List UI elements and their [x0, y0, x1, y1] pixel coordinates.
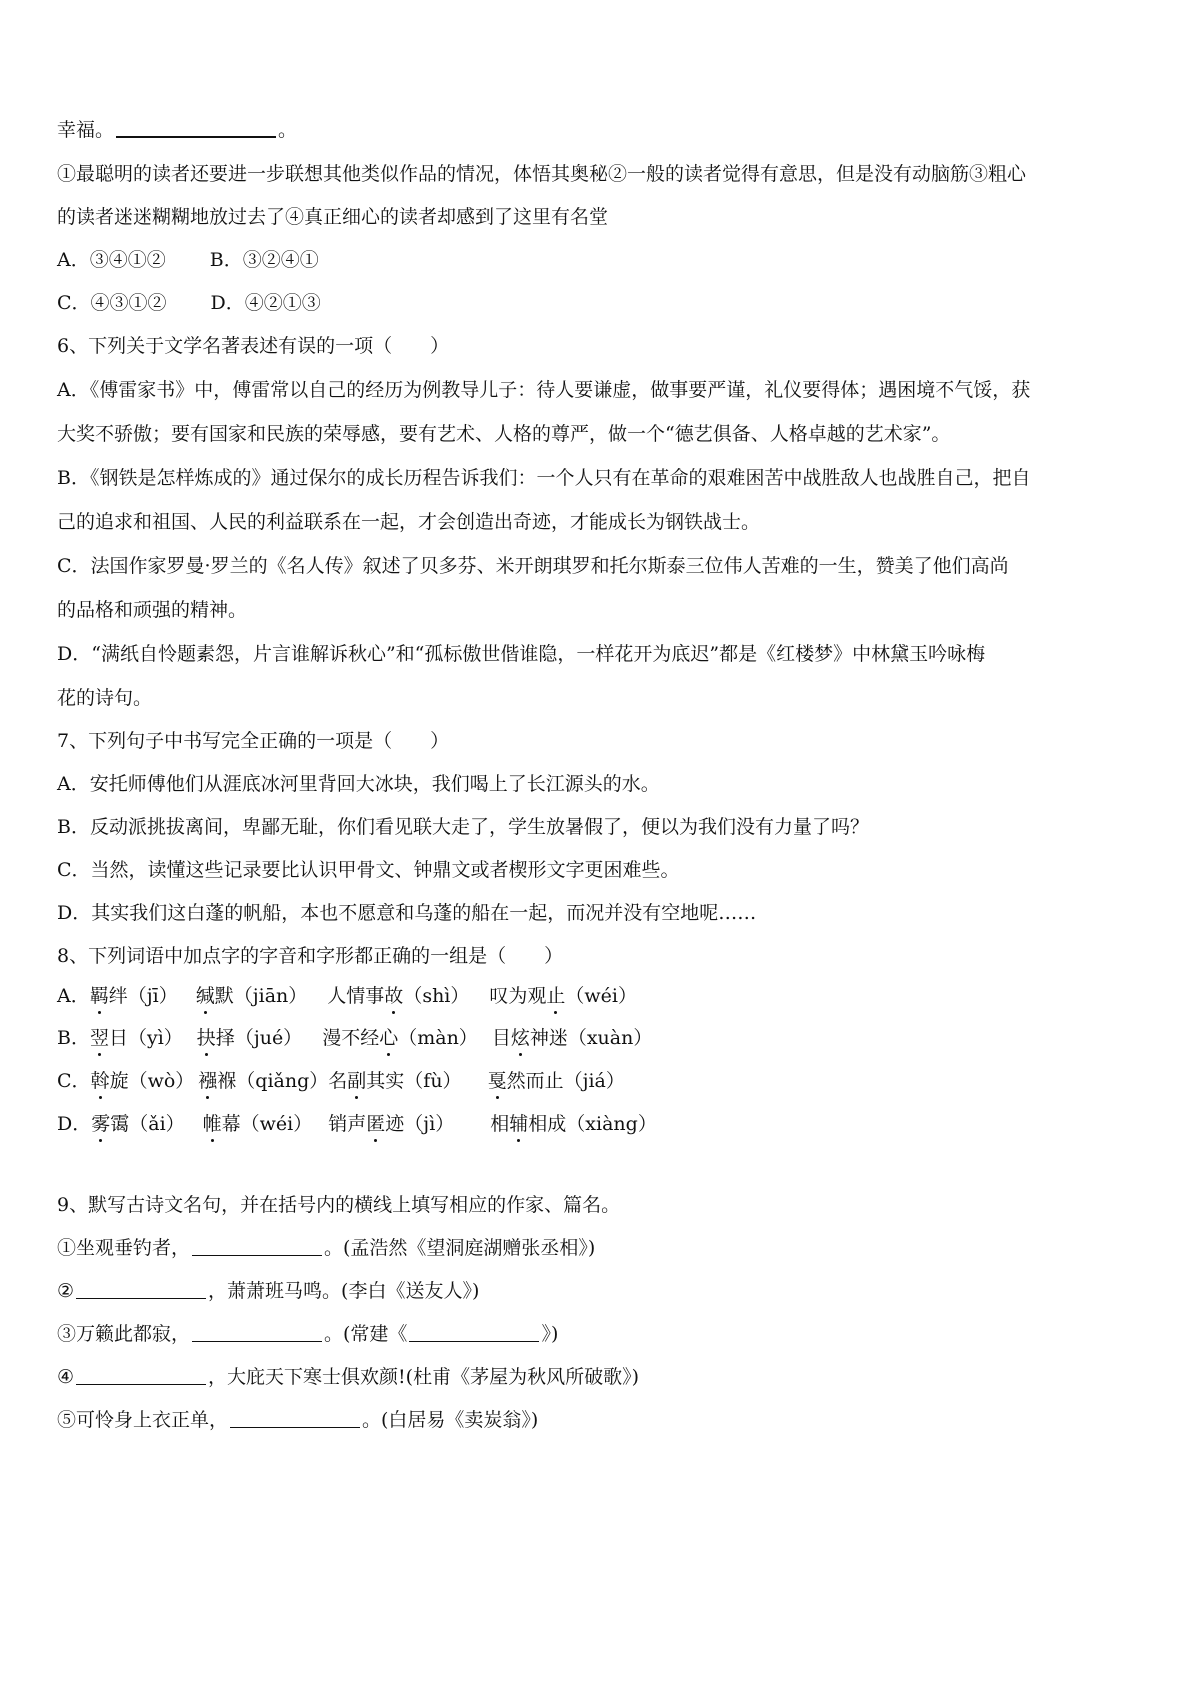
q7-option-c: C．当然，读懂这些记录要比认识甲骨文、钟鼎文或者楔形文字更困难些。	[57, 859, 680, 881]
fill-blank[interactable]	[230, 1407, 360, 1428]
choice-c[interactable]: C．④③①②	[57, 292, 167, 314]
dotted-char: 翌	[90, 1024, 109, 1052]
q9-line-2: ② ，萧萧班马鸣。(李白《送友人》)	[57, 1280, 480, 1302]
q5-answer-line: 幸福。 。	[57, 116, 1134, 144]
q9-line-5: ⑤可怜身上衣正单， 。(白居易《卖炭翁》)	[57, 1409, 539, 1431]
dotted-char: 襁	[198, 1067, 217, 1095]
q6-option-b-line-1: B．《钢铁是怎样炼成的》通过保尔的成长历程告诉我们：一个人只有在革命的艰难困苦中战胜敌人也战胜自己，把自	[57, 467, 1031, 489]
dotted-char: 辅	[509, 1110, 528, 1138]
dotted-char: 副	[347, 1067, 366, 1095]
dotted-char: 戛	[488, 1067, 507, 1095]
dotted-char: 羁	[90, 982, 109, 1010]
q5-choices-cd	[57, 289, 1134, 317]
answer-blank[interactable]	[116, 116, 276, 138]
dotted-char: 心	[379, 1024, 398, 1052]
q5-options-line-2: 的读者迷迷糊糊地放过去了④真正细心的读者却感到了这里有名堂	[57, 206, 609, 228]
dotted-char: 斡	[91, 1067, 110, 1095]
dotted-char: 止	[546, 982, 565, 1010]
q6-option-a-line-2: 大奖不骄傲；要有国家和民族的荣辱感，要有艺术、人格的尊严，做一个“德艺俱备、人格卓越的艺术家”。	[57, 423, 951, 445]
q7-option-d: D．其实我们这白蓬的帆船，本也不愿意和乌蓬的船在一起，而况并没有空地呢……	[57, 902, 757, 924]
q7-stem: 7、下列句子中书写完全正确的一项是（ ）	[57, 730, 450, 752]
fill-blank[interactable]	[76, 1364, 206, 1385]
q8-option-d: D．雾霭（ǎi） 帷幕（wéi） 销声匿迹（jì） 相辅相成（xiàng）	[57, 1110, 1134, 1138]
q6-option-c-line-2: 的品格和顽强的精神。	[57, 599, 248, 621]
fill-blank[interactable]	[76, 1278, 206, 1299]
q6-stem: 6、下列关于文学名著表述有误的一项（ ）	[57, 335, 450, 357]
q8-option-c: C．斡旋（wò） 襁褓（qiǎng）名副其实（fù） 戛然而止（jiá）	[57, 1067, 1134, 1095]
q8-option-b: B．翌日（yì） 抉择（jué） 漫不经心（màn） 目炫神迷（xuàn）	[57, 1024, 1134, 1052]
dotted-char: 抉	[197, 1024, 216, 1052]
title-blank[interactable]	[409, 1321, 539, 1342]
dotted-char: 缄	[196, 982, 215, 1010]
q6-option-c-line-1: C．法国作家罗曼·罗兰的《名人传》叙述了贝多芬、米开朗琪罗和托尔斯泰三位伟人苦难的一生，赞美了他们高尚	[57, 555, 1009, 577]
dotted-char: 帷	[203, 1110, 222, 1138]
q5-choices-ab	[57, 246, 1134, 274]
dotted-char: 匿	[366, 1110, 385, 1138]
q9-line-4: ④ ，大庇天下寒士俱欢颜!(杜甫《茅屋为秋风所破歌》)	[57, 1366, 640, 1388]
fill-blank[interactable]	[192, 1321, 322, 1342]
q8-stem: 8、下列词语中加点字的字音和字形都正确的一组是（ ）	[57, 945, 564, 967]
dotted-char: 故	[384, 982, 403, 1010]
q7-option-b: B．反动派挑拔离间，卑鄙无耻，你们看见联大走了，学生放暑假了，便以为我们没有力量了吗？	[57, 816, 869, 838]
choice-a[interactable]: A．③④①②	[57, 249, 166, 271]
q5-options-line-1: ①最聪明的读者还要进一步联想其他类似作品的情况，体悟其奥秘②一般的读者觉得有意思，但是没有动脑筋③粗心	[57, 163, 1027, 185]
dotted-char: 雾	[91, 1110, 110, 1138]
q6-option-d-line-2: 花的诗句。	[57, 687, 153, 709]
q6-option-b-line-2: 己的追求和祖国、人民的利益联系在一起，才会创造出奇迹，才能成长为钢铁战士。	[57, 511, 761, 533]
dotted-char: 炫	[511, 1024, 530, 1052]
choice-d[interactable]: D．④②①③	[210, 292, 321, 314]
choice-b[interactable]: B．③②④①	[209, 249, 319, 271]
q7-option-a: A．安托师傅他们从涯底冰河里背回大冰块，我们喝上了长江源头的水。	[57, 773, 660, 795]
q6-option-d-line-1: D．“满纸自怜题素怨，片言谁解诉秋心”和“孤标傲世偕谁隐，一样花开为底迟”都是《红楼梦》中林黛玉吟咏梅	[57, 643, 986, 665]
q6-option-a-line-1: A．《傅雷家书》中，傅雷常以自己的经历为例教导儿子：待人要谦虚，做事要严谨，礼仪要得体；遇困境不气馁，获	[57, 379, 1031, 401]
q9-line-1: ①坐观垂钓者， 。(孟浩然《望洞庭湖赠张丞相》)	[57, 1237, 596, 1259]
q9-stem: 9、默写古诗文名句，并在括号内的横线上填写相应的作家、篇名。	[57, 1194, 621, 1216]
q9-line-3: ③万籁此都寂， 。(常建《 》)	[57, 1323, 559, 1345]
fill-blank[interactable]	[192, 1235, 322, 1256]
q8-option-a: A．羁绊（jī） 缄默（jiān） 人情事故（shì） 叹为观止（wéi）	[57, 982, 1134, 1010]
